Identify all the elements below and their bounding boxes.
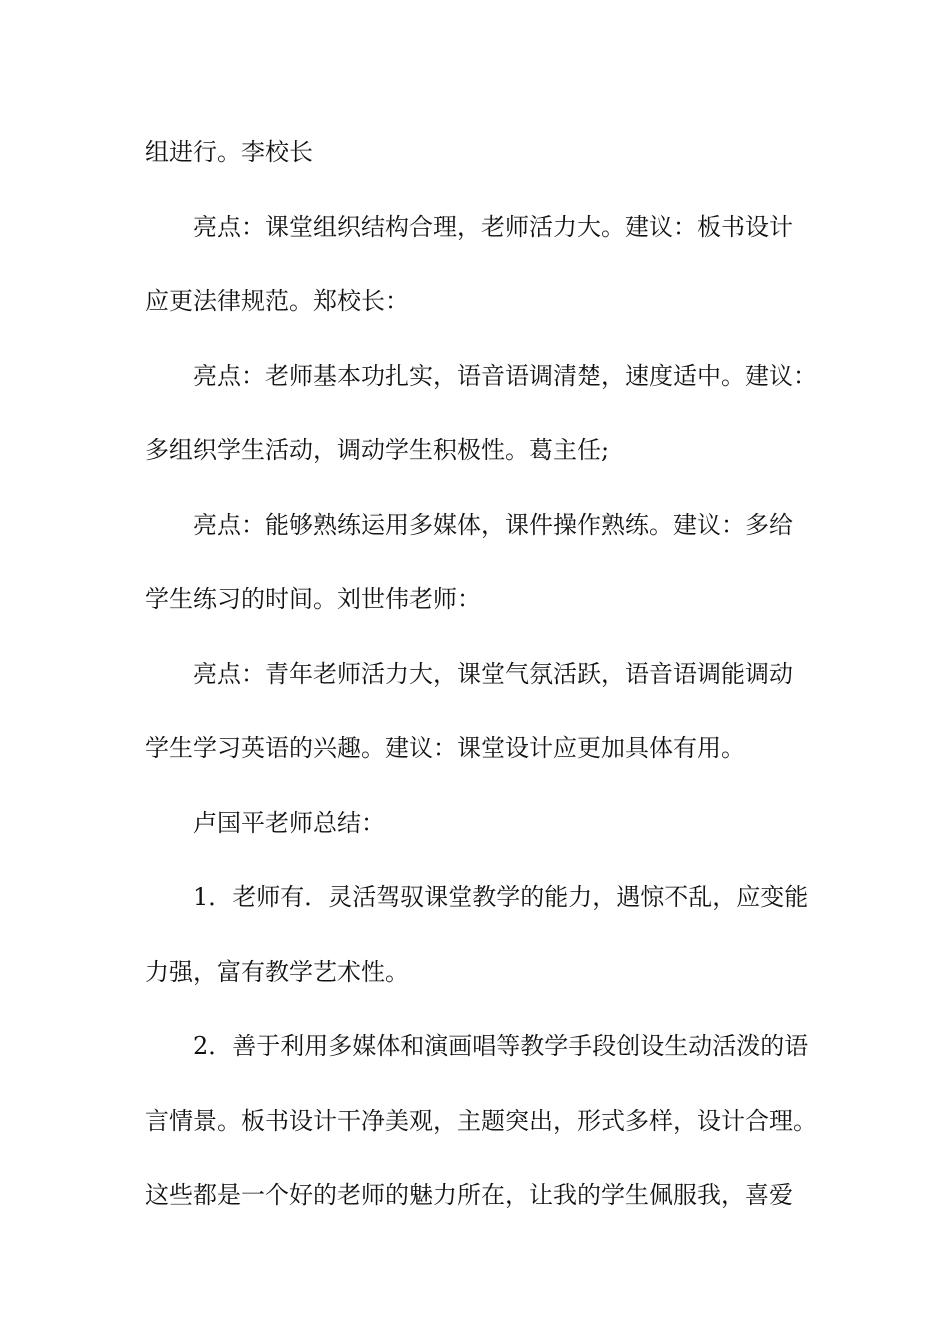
paragraph-first-line: 亮点：老师基本功扎实，语音语调清楚，速度适中。建议： (193, 361, 817, 390)
text-line: 力强，富有教学艺术性。 (145, 957, 409, 986)
paragraph-first-line: 亮点：能够熟练运用多媒体，课件操作熟练。建议：多给 (193, 510, 793, 539)
list-item-first-line: 1．老师有．灵活驾驭课堂教学的能力，遇惊不乱，应变能 (193, 883, 809, 911)
section-heading: 卢国平老师总结： (193, 808, 385, 837)
text-line: 学生练习的时间。刘世伟老师： (145, 585, 481, 613)
text-line: 学生学习英语的兴趣。建议：课堂设计应更加具体有用。 (145, 734, 745, 762)
text-line: 这些都是一个好的老师的魅力所在，让我的学生佩服我，喜爱 (145, 1181, 793, 1209)
document-body (145, 128, 825, 1246)
text-line: 应更法律规范。郑校长： (145, 287, 409, 315)
text-line: 多组织学生活动，调动学生积极性。葛主任; (145, 436, 610, 464)
paragraph-first-line: 亮点：青年老师活力大，课堂气氛活跃，语音语调能调动 (193, 659, 793, 688)
list-item-first-line: 2．善于利用多媒体和演画唱等教学手段创设生动活泼的语 (193, 1032, 809, 1060)
paragraph-first-line: 亮点：课堂组织结构合理，老师活力大。建议：板书设计 (193, 212, 793, 241)
text-line: 言情景。板书设计干净美观，主题突出，形式多样，设计合理。 (145, 1106, 817, 1135)
text-line: 组进行。李校长 (145, 138, 313, 166)
